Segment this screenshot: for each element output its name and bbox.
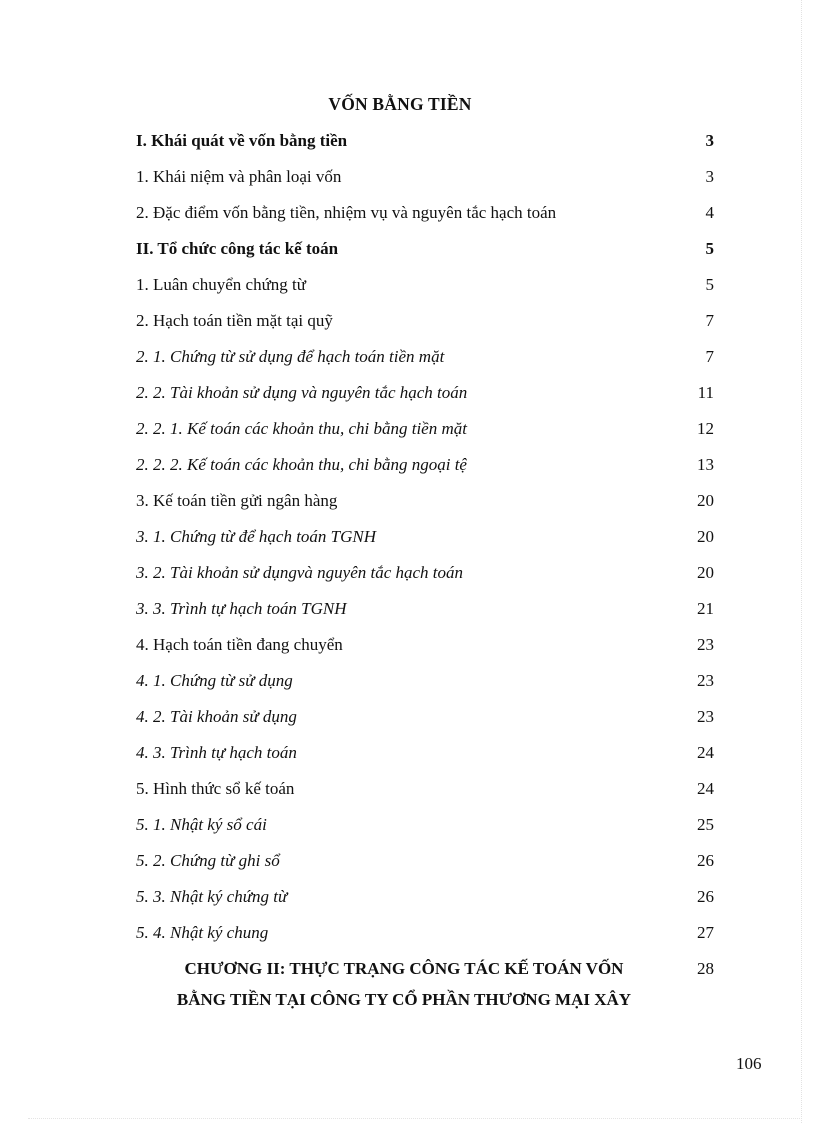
toc-entry-page: 24 xyxy=(697,779,714,798)
toc-entry-page: 23 xyxy=(697,671,714,690)
toc-entry-label: II. Tổ chức công tác kế toán xyxy=(136,239,339,258)
toc-entry-label: 4. 3. Trình tự hạch toán xyxy=(136,743,297,762)
toc-entry xyxy=(136,699,716,735)
toc-entry-page: 12 xyxy=(697,419,714,438)
toc-entry-label: 2. Hạch toán tiền mặt tại quỹ xyxy=(136,311,333,330)
toc-entry xyxy=(136,771,716,807)
toc-entry xyxy=(136,879,716,915)
toc-entry-label: 2. Đặc điểm vốn bằng tiền, nhiệm vụ và nguyên tắc hạch toán xyxy=(136,203,557,222)
page-bottom-edge xyxy=(28,1118,802,1119)
toc-entry xyxy=(136,591,716,627)
toc-entry xyxy=(136,663,716,699)
toc-entry-page: 23 xyxy=(697,635,714,654)
toc-entry xyxy=(136,267,716,303)
toc-entry-label: 5. 3. Nhật ký chứng từ xyxy=(136,887,288,906)
toc-entry-label: 3. 1. Chứng từ để hạch toán TGNH xyxy=(136,527,377,546)
toc-entry-page: 7 xyxy=(705,347,714,366)
toc-entry-page: 4 xyxy=(705,203,714,222)
toc-entry-label: I. Khái quát về vốn bằng tiền xyxy=(136,131,348,150)
toc-entry-page: 25 xyxy=(697,815,714,834)
toc-entry-page: 24 xyxy=(697,743,714,762)
toc-entry-page: 21 xyxy=(697,599,714,618)
toc-entry xyxy=(136,807,716,843)
chapter-title-line-2: BẰNG TIỀN TẠI CÔNG TY CỔ PHẦN THƯƠNG MẠI XÂY xyxy=(176,990,632,1009)
page-number: 106 xyxy=(736,1054,762,1073)
toc-entry xyxy=(136,519,716,555)
toc-entry-page: 5 xyxy=(705,239,714,258)
toc-entry xyxy=(136,735,716,771)
toc-entry-label: 3. 2. Tài khoản sử dụngvà nguyên tắc hạch toán xyxy=(136,563,464,582)
toc-entry-label: 3. Kế toán tiền gửi ngân hàng xyxy=(136,491,338,510)
toc-entry-label: 1. Khái niệm và phân loại vốn xyxy=(136,167,342,186)
toc-entry xyxy=(136,195,716,231)
toc-entry-page: 13 xyxy=(697,455,714,474)
toc-entry-page: 3 xyxy=(705,131,714,150)
toc-entry-label: 5. 1. Nhật ký sổ cái xyxy=(136,815,267,834)
toc-entry-label: 4. 1. Chứng từ sử dụng xyxy=(136,671,293,690)
table-of-contents xyxy=(136,123,716,951)
toc-entry-label: 4. Hạch toán tiền đang chuyển xyxy=(136,635,343,654)
toc-entry-label: 2. 2. Tài khoản sử dụng và nguyên tắc hạch toán xyxy=(136,383,468,402)
toc-entry xyxy=(136,555,716,591)
toc-entry xyxy=(136,303,716,339)
toc-entry-page: 7 xyxy=(705,311,714,330)
toc-entry-page: 11 xyxy=(697,383,714,402)
toc-entry xyxy=(136,123,716,159)
toc-entry-label: 2. 2. 2. Kế toán các khoản thu, chi bằng ngoại tệ xyxy=(136,455,467,474)
toc-entry-label: 2. 1. Chứng từ sử dụng để hạch toán tiền mặt xyxy=(136,347,445,366)
toc-entry-label: 1. Luân chuyển chứng từ xyxy=(136,275,306,294)
document-title: VỐN BẰNG TIỀN xyxy=(328,94,472,114)
chapter-title-line-1: CHƯƠNG II: THỰC TRẠNG CÔNG TÁC KẾ TOÁN VỐN xyxy=(184,959,624,978)
toc-entry xyxy=(136,231,716,267)
toc-entry xyxy=(136,339,716,375)
toc-entry-label: 3. 3. Trình tự hạch toán TGNH xyxy=(136,599,347,618)
toc-entry xyxy=(136,375,716,411)
toc-chapter-entry xyxy=(136,952,716,1024)
toc-entry-page: 20 xyxy=(697,563,714,582)
toc-entry-page: 27 xyxy=(697,923,714,942)
toc-entry xyxy=(136,483,716,519)
toc-entry-page: 3 xyxy=(705,167,714,186)
toc-entry-label: 2. 2. 1. Kế toán các khoản thu, chi bằng tiền mặt xyxy=(136,419,467,438)
toc-entry-page: 26 xyxy=(697,851,714,870)
toc-entry-page: 5 xyxy=(705,275,714,294)
toc-entry-label: 5. 4. Nhật ký chung xyxy=(136,923,269,942)
toc-entry-page: 26 xyxy=(697,887,714,906)
toc-entry xyxy=(136,447,716,483)
toc-entry xyxy=(136,627,716,663)
toc-entry-page: 20 xyxy=(697,491,714,510)
toc-entry xyxy=(136,915,716,951)
toc-entry-label: 5. 2. Chứng từ ghi sổ xyxy=(136,851,280,870)
toc-entry-page: 20 xyxy=(697,527,714,546)
toc-entry xyxy=(136,411,716,447)
toc-entry-page: 23 xyxy=(697,707,714,726)
toc-entry xyxy=(136,843,716,879)
toc-entry xyxy=(136,159,716,195)
chapter-page-number: 28 xyxy=(697,959,714,978)
page-edge xyxy=(801,0,802,1123)
toc-entry-label: 5. Hình thức sổ kế toán xyxy=(136,779,295,798)
toc-entry-label: 4. 2. Tài khoản sử dụng xyxy=(136,707,297,726)
